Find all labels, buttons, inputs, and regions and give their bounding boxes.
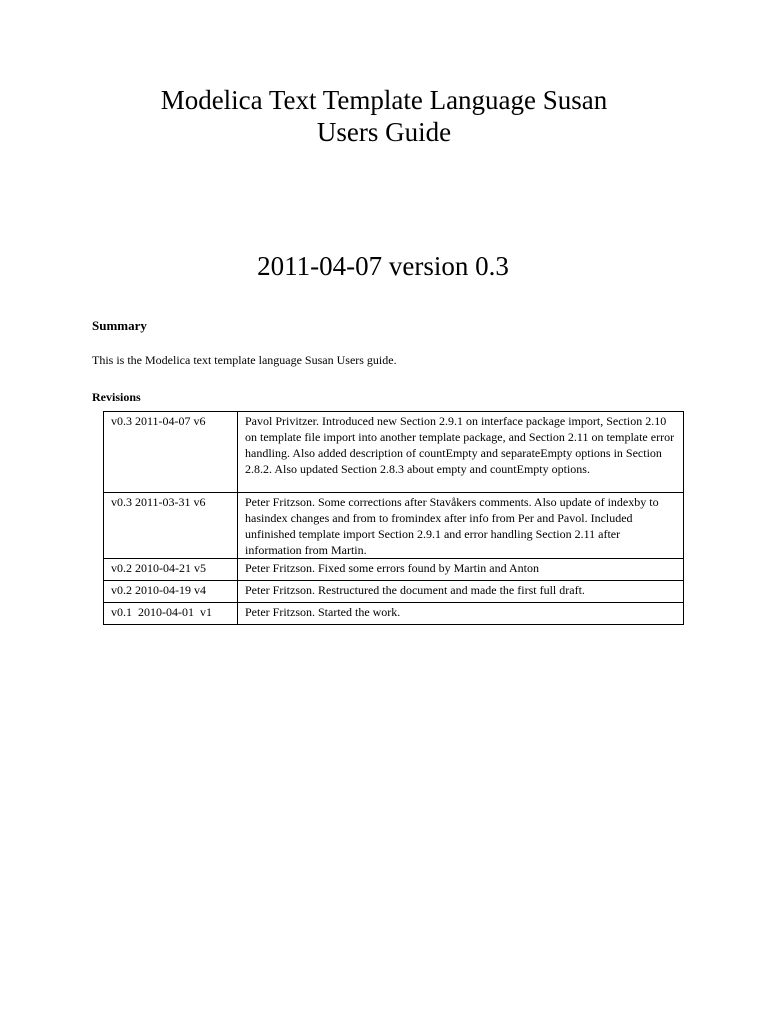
revision-version-cell: v0.2 2010-04-19 v4 — [104, 581, 238, 603]
table-row — [104, 559, 684, 581]
summary-heading: Summary — [92, 318, 147, 333]
table-row — [104, 603, 684, 625]
table-row — [104, 412, 684, 493]
revision-description-cell: Pavol Privitzer. Introduced new Section 2.9.1 on interface package import, Section 2.10 on template file import into another template package, and Section 2.11 on template error handling. Also added description of countEmpty and separateEmpty options in Section 2.8.2. Also updated Section 2.8.3 about empty and countEmpty options. — [238, 412, 684, 493]
table-row — [104, 493, 684, 559]
revisions-heading: Revisions — [92, 390, 141, 404]
version-line: 2011-04-07 version 0.3 — [257, 251, 509, 281]
revision-version-cell: v0.2 2010-04-21 v5 — [104, 559, 238, 581]
revision-version-cell: v0.3 2011-04-07 v6 — [104, 412, 238, 493]
revision-description-cell: Peter Fritzson. Restructured the document and made the first full draft. — [238, 581, 684, 603]
revision-description-cell: Peter Fritzson. Started the work. — [238, 603, 684, 625]
document-title — [0, 84, 768, 148]
revision-version-cell: v0.3 2011-03-31 v6 — [104, 493, 238, 559]
summary-text: This is the Modelica text template language Susan Users guide. — [92, 353, 397, 367]
title-line-1: Modelica Text Template Language Susan — [160, 85, 608, 115]
revision-description-cell: Peter Fritzson. Some corrections after Stavåkers comments. Also update of indexby to hasindex changes and from to fromindex after info from Per and Pavol. Included unfinished template import Section 2.9.1 and error handling Section 2.11 after information from Martin. — [238, 493, 684, 559]
title-line-2: Users Guide — [316, 117, 452, 147]
revisions-table — [103, 411, 684, 625]
table-row — [104, 581, 684, 603]
revision-description-cell: Peter Fritzson. Fixed some errors found by Martin and Anton — [238, 559, 684, 581]
revision-version-cell: v0.1 2010-04-01 v1 — [104, 603, 238, 625]
